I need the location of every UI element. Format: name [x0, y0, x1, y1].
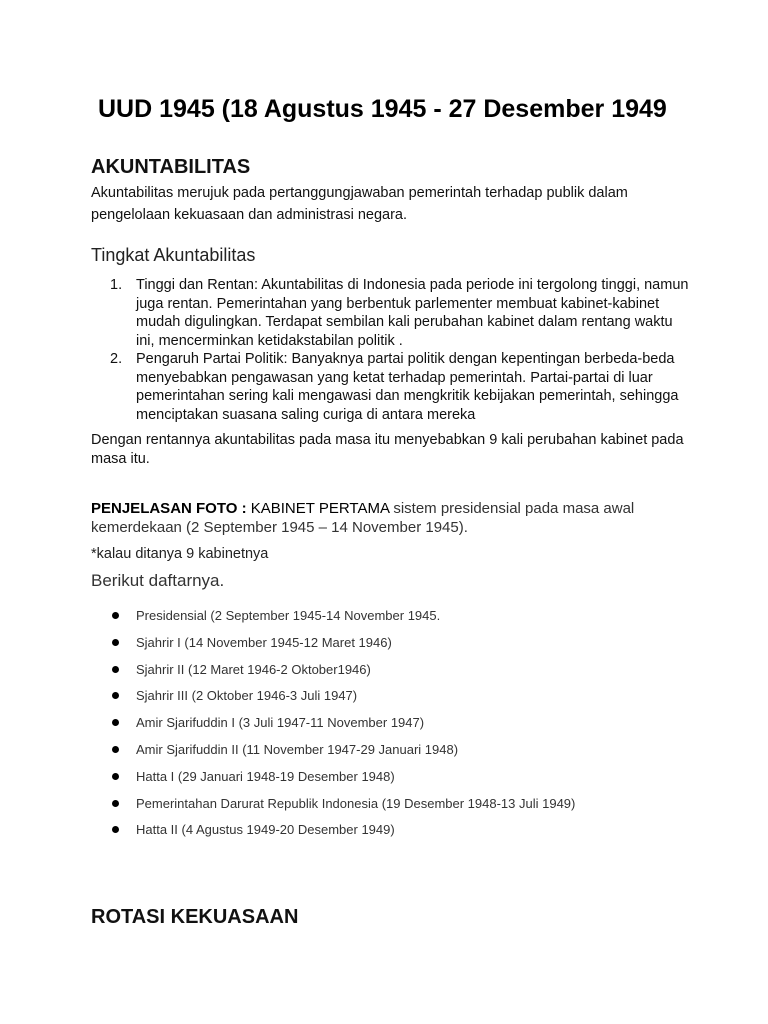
list-item [112, 633, 672, 660]
list-item [112, 767, 672, 794]
list-item [112, 740, 672, 767]
cabinet-item-text: Amir Sjarifuddin I (3 Juli 1947-11 November 1947) [136, 715, 425, 731]
list-item [112, 660, 672, 687]
list-item [112, 686, 672, 713]
cabinet-list-intro: Berikut daftarnya. [91, 571, 225, 590]
cabinet-item-text: Presidensial (2 September 1945-14 November 1945. [136, 608, 441, 623]
list-item-text: Tinggi dan Rentan: Akuntabilitas di Indonesia pada periode ini tergolong tinggi, namun juga rentan. Pemerintahan yang berbentuk parlementer membuat kabinet-kabinet mudah digulingkan. Terdapat sembilan kali perubahan kabinet dalam rentang waktu ini, mencerminkan ketidakstabilan politik . [136, 277, 689, 349]
list-item [112, 820, 672, 847]
cabinet-item-text: Hatta II (4 Agustus 1949-20 Desember 1949) [136, 822, 395, 838]
photo-explanation [91, 500, 691, 537]
cabinet-item-text: Amir Sjarifuddin II (11 November 1947-29 Januari 1948) [136, 741, 459, 757]
accountability-levels-list [110, 276, 690, 424]
accountability-summary: Dengan rentannya akuntabilitas pada masa itu menyebabkan 9 kali perubahan kabinet pada masa itu. [91, 432, 684, 467]
bullet-icon [112, 800, 119, 807]
list-number: 1. [110, 277, 123, 293]
list-item [112, 713, 672, 740]
cabinet-item-text: Sjahrir II (12 Maret 1946-2 Oktober1946) [136, 661, 371, 677]
section-heading-rotasi-kekuasaan: ROTASI KEKUASAAN [91, 906, 299, 928]
document-title: UUD 1945 (18 Agustus 1945 - 27 Desember 1949 [98, 95, 667, 123]
bullet-icon [112, 719, 119, 726]
list-item-text: Pengaruh Partai Politik: Banyaknya partai politik dengan kepentingan berbeda-beda menyebabkan pengawasan yang ketat terhadap pemerintah. Partai-partai di luar pemerintahan sering kali mengawasi dan mengkritik kebijakan pemerintah, sehingga menciptakan suasana saling curiga di antara mereka [136, 351, 679, 423]
bullet-icon [112, 612, 119, 619]
list-item [110, 276, 690, 350]
photo-explanation-cabinet: KABINET PERTAMA [250, 500, 390, 517]
bullet-icon [112, 773, 119, 780]
cabinet-item-text: Hatta I (29 Januari 1948-19 Desember 1948) [136, 768, 395, 784]
subheading-tingkat-akuntabilitas: Tingkat Akuntabilitas [91, 245, 256, 265]
list-number: 2. [110, 351, 123, 367]
list-item [112, 606, 672, 633]
bullet-icon [112, 746, 119, 753]
photo-explanation-description: sistem presidensial pada masa awal kemerdekaan (2 September 1945 – 14 November 1945). [91, 500, 635, 536]
cabinet-item-text: Pemerintahan Darurat Republik Indonesia (19 Desember 1948-13 Juli 1949) [136, 795, 576, 811]
list-item [110, 350, 690, 424]
section-heading-akuntabilitas: AKUNTABILITAS [91, 156, 251, 178]
list-item [112, 794, 672, 821]
akuntabilitas-intro: Akuntabilitas merujuk pada pertanggungjawaban pemerintah terhadap publik dalam pengelolaan kekuasaan dan administrasi negara. [91, 185, 628, 223]
cabinet-item-text: Sjahrir I (14 November 1945-12 Maret 1946) [136, 634, 392, 650]
cabinet-item-text: Sjahrir III (2 Oktober 1946-3 Juli 1947) [136, 688, 358, 704]
photo-explanation-label: PENJELASAN FOTO : [91, 500, 247, 517]
bullet-icon [112, 692, 119, 699]
cabinet-list [112, 606, 672, 847]
asterisk-note: *kalau ditanya 9 kabinetnya [91, 546, 269, 562]
bullet-icon [112, 639, 119, 646]
bullet-icon [112, 666, 119, 673]
bullet-icon [112, 826, 119, 833]
